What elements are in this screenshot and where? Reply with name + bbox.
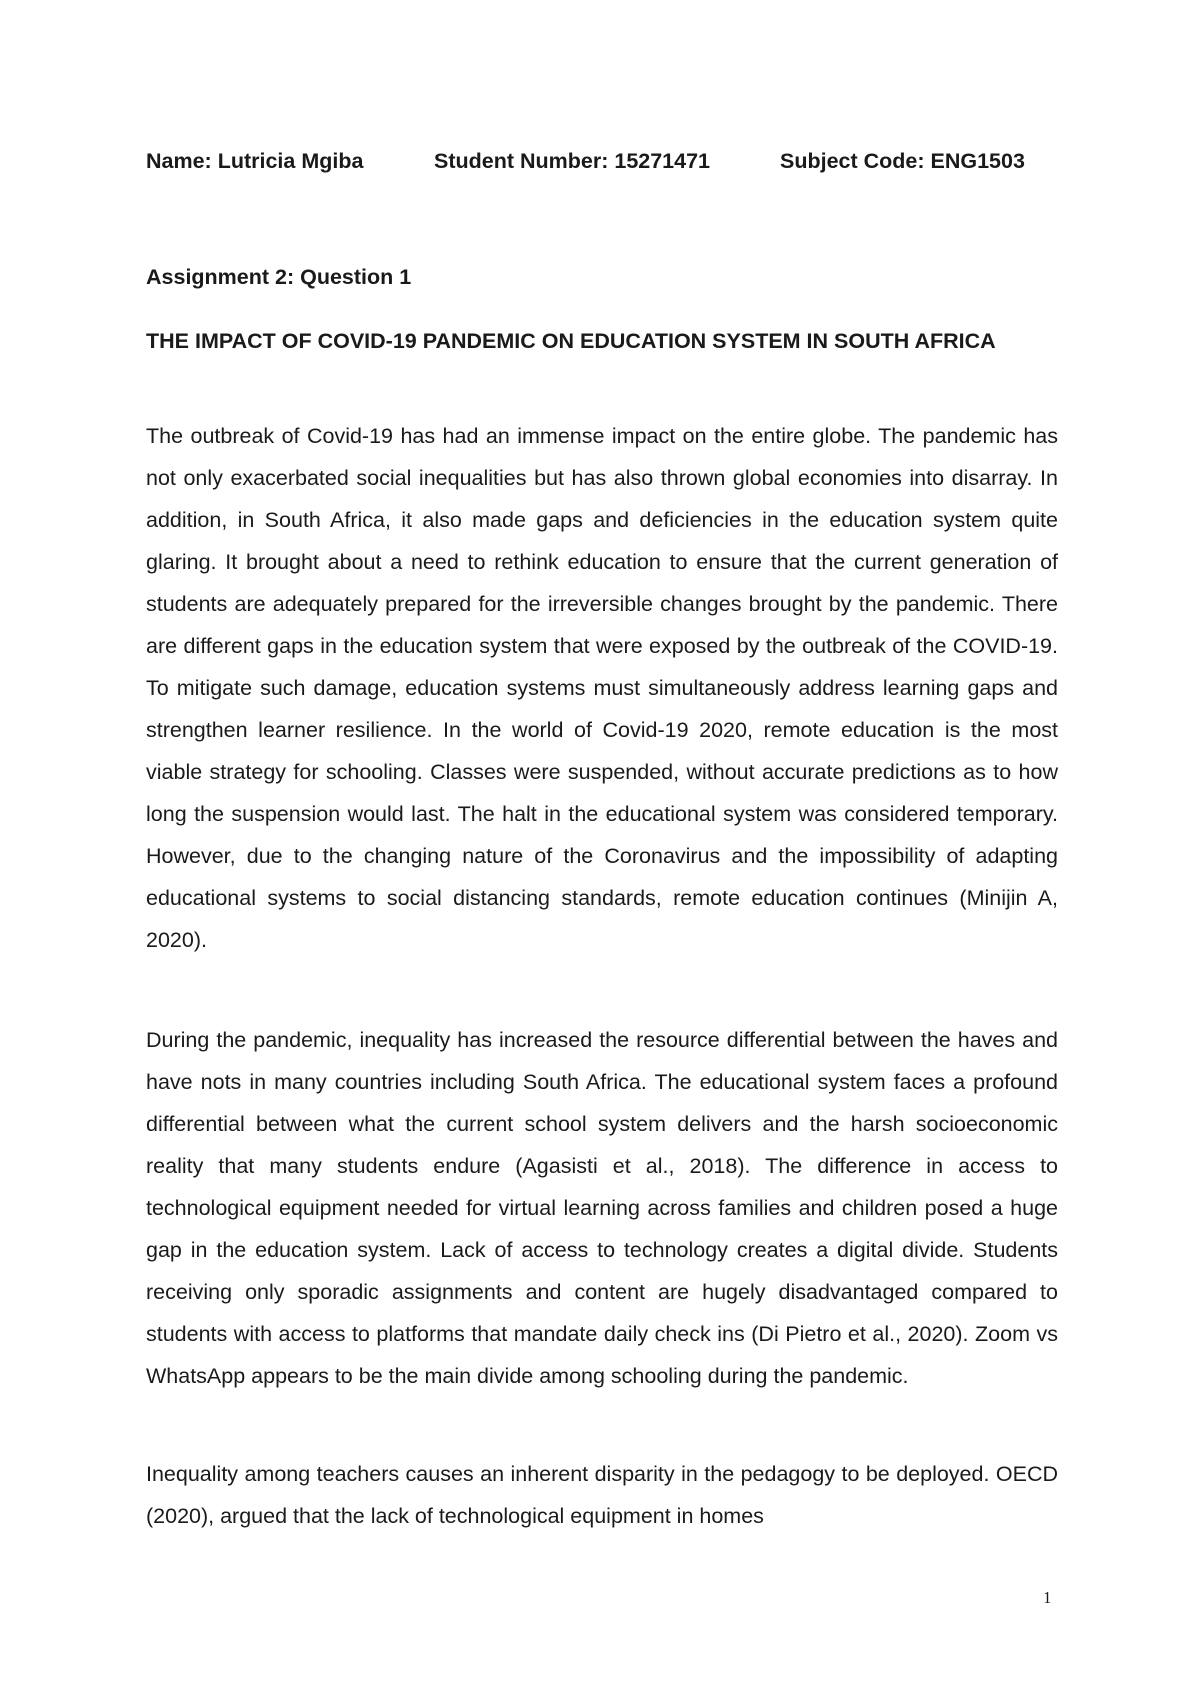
- student-number: Student Number: 15271471: [434, 149, 711, 173]
- paragraph-3: Inequality among teachers causes an inherent disparity in the pedagogy to be deployed. OECD (2020), argued that the lack of technological equipment in homes: [146, 1462, 1058, 1528]
- student-name: Name: Lutricia Mgiba: [146, 149, 364, 173]
- paragraph-1: The outbreak of Covid-19 has had an immense impact on the entire globe. The pandemic has not only exacerbated social inequalities but has also thrown global economies into disarray. In addition, in South Africa, it also made gaps and deficiencies in the education system quite glaring. It brought about a need to rethink education to ensure that the current generation of students are adequately prepared for the irreversible changes brought by the pandemic. There are different gaps in the education system that were exposed by the outbreak of the COVID-19. To mitigate such damage, education systems must simultaneously address learning gaps and strengthen learner resilience. In the world of Covid-19 2020, remote education is the most viable strategy for schooling. Classes were suspended, without accurate predictions as to how long the suspension would last. The halt in the educational system was considered temporary. However, due to the changing nature of the Coronavirus and the impossibility of adapting educational systems to social distancing standards, remote education continues (Minijin A, 2020).: [146, 424, 1058, 952]
- assignment-label: Assignment 2: Question 1: [146, 265, 412, 289]
- paragraph-2: During the pandemic, inequality has increased the resource differential between the haves and have nots in many countries including South Africa. The educational system faces a profound differential between what the current school system delivers and the harsh socioeconomic reality that many students endure (Agasisti et al., 2018). The difference in access to technological equipment needed for virtual learning across families and children posed a huge gap in the education system. Lack of access to technology creates a digital divide. Students receiving only sporadic assignments and content are hugely disadvantaged compared to students with access to platforms that mandate daily check ins (Di Pietro et al., 2020). Zoom vs WhatsApp appears to be the main divide among schooling during the pandemic.: [146, 1028, 1058, 1388]
- page-number: 1: [1043, 1588, 1052, 1607]
- subject-code: Subject Code: ENG1503: [780, 149, 1025, 173]
- essay-title: THE IMPACT OF COVID-19 PANDEMIC ON EDUCATION SYSTEM IN SOUTH AFRICA: [146, 329, 996, 353]
